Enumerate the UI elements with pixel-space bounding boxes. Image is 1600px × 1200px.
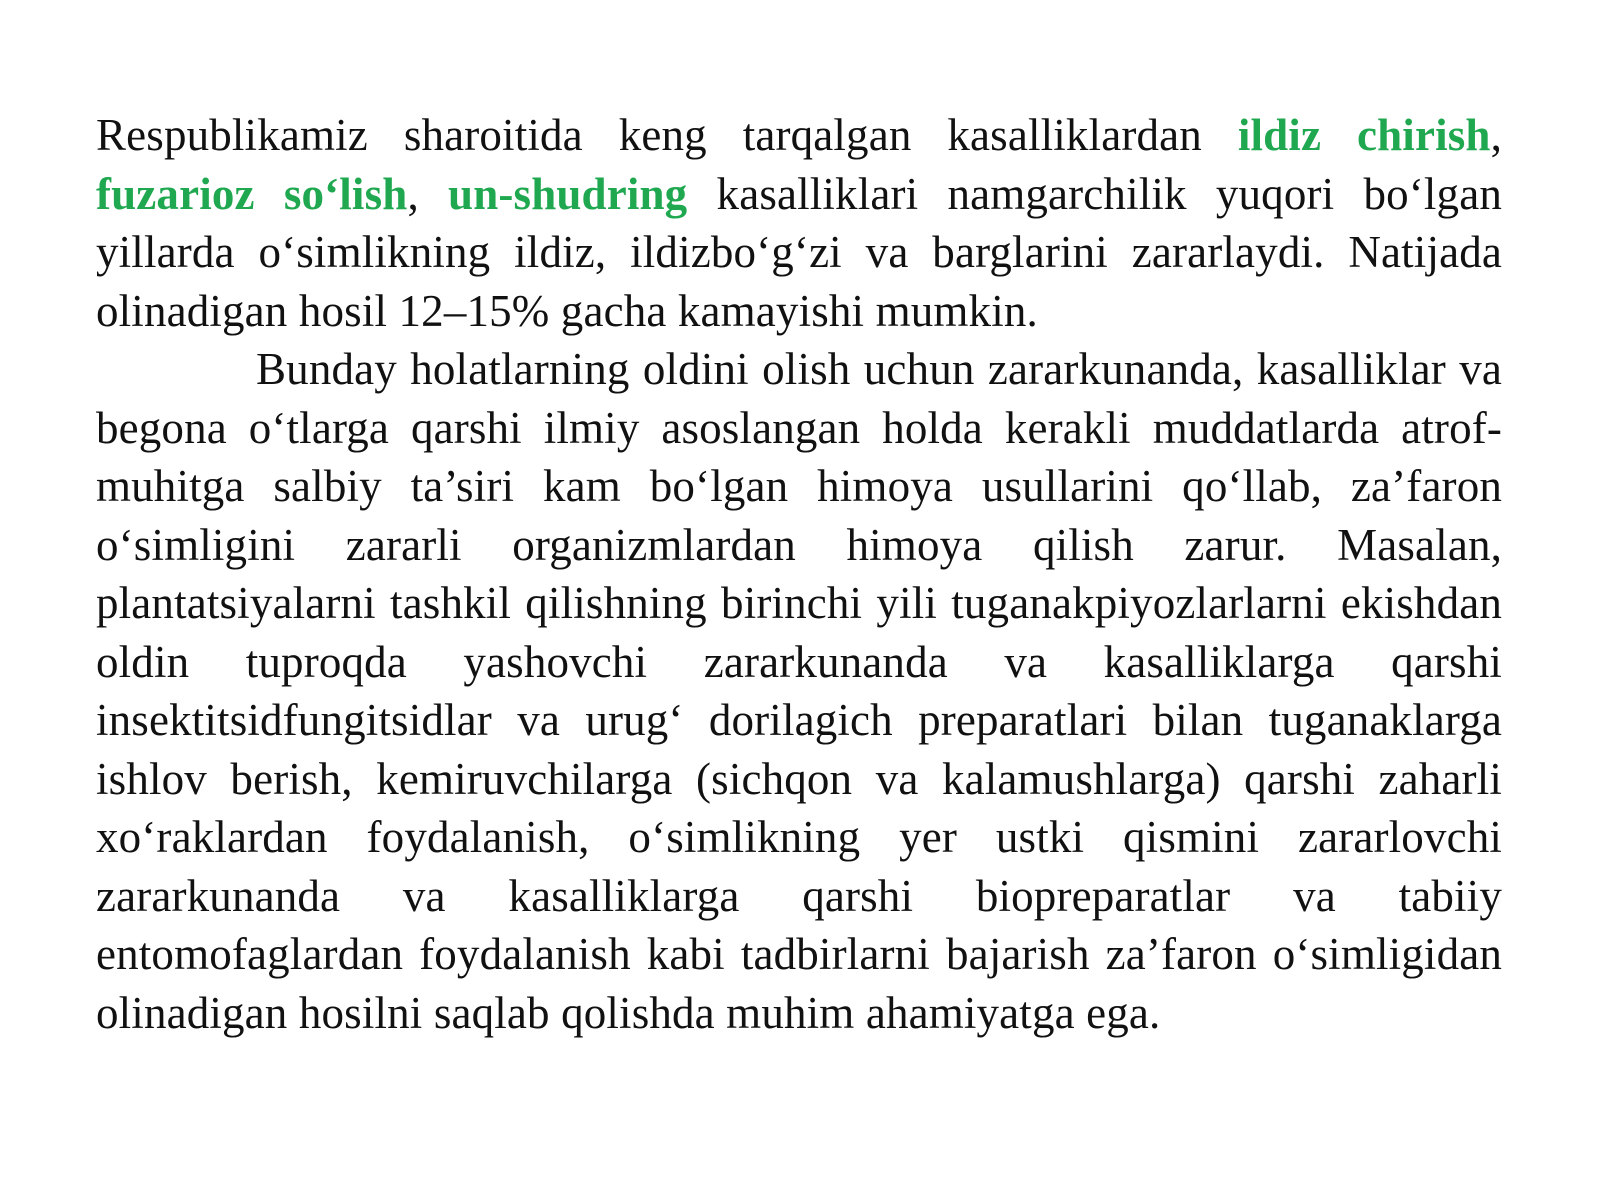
paragraph-protection: Bunday holatlarning oldini olish uchun zararkunanda, kasalliklar va begona o‘tlarga qarshi ilmiy asoslangan holda kerakli muddatlarda atrof-muhitga salbiy ta’siri kam bo‘lgan himoya usullarini qo‘llab, za’faron o‘simligini zararli organizmlardan himoya qilish zarur. Masalan, plantatsiyalarni tashkil qilishning birinchi yili tuganakpiyozlarlarni ekishdan oldin tuproqda yashovchi zararkunanda va kasalliklarga qarshi insektitsidfungitsidlar va urug‘ dorilagich preparatlari bilan tuganaklarga ishlov berish, kemiruvchilarga (sichqon va kalamushlarga) qarshi zaharli xo‘raklardan foydalanish, o‘simlikning yer ustki qismini zararlovchi zararkunanda va kasalliklarga qarshi biopreparatlar va tabiiy entomofaglardan foydalanish kabi tadbirlarni bajarish za’faron o‘simligidan olinadigan hosilni saqlab qolishda muhim ahamiyatga ega. [96, 344, 1502, 1038]
separator-1: , [1490, 110, 1502, 160]
paragraph1-intro: Respublikamiz sharoitida keng tarqalgan kasalliklardan [96, 110, 1238, 160]
paragraph1-rest: kasalliklari namgarchilik yuqori bo‘lgan yillarda o‘simlikning ildiz, ildizbo‘g‘zi va barglarini zararlaydi. Natijada olinadigan hosil 12–15% gacha kamayishi mumkin. [96, 168, 1502, 336]
term-fusarium-wilt: fuzarioz so‘lish [96, 168, 408, 219]
body-text [96, 106, 1502, 1042]
term-root-rot: ildiz chirish [1237, 110, 1491, 160]
separator-2: , [407, 168, 449, 219]
term-powdery-mildew: un-shudring [448, 168, 688, 219]
paragraph-diseases [96, 106, 1502, 340]
